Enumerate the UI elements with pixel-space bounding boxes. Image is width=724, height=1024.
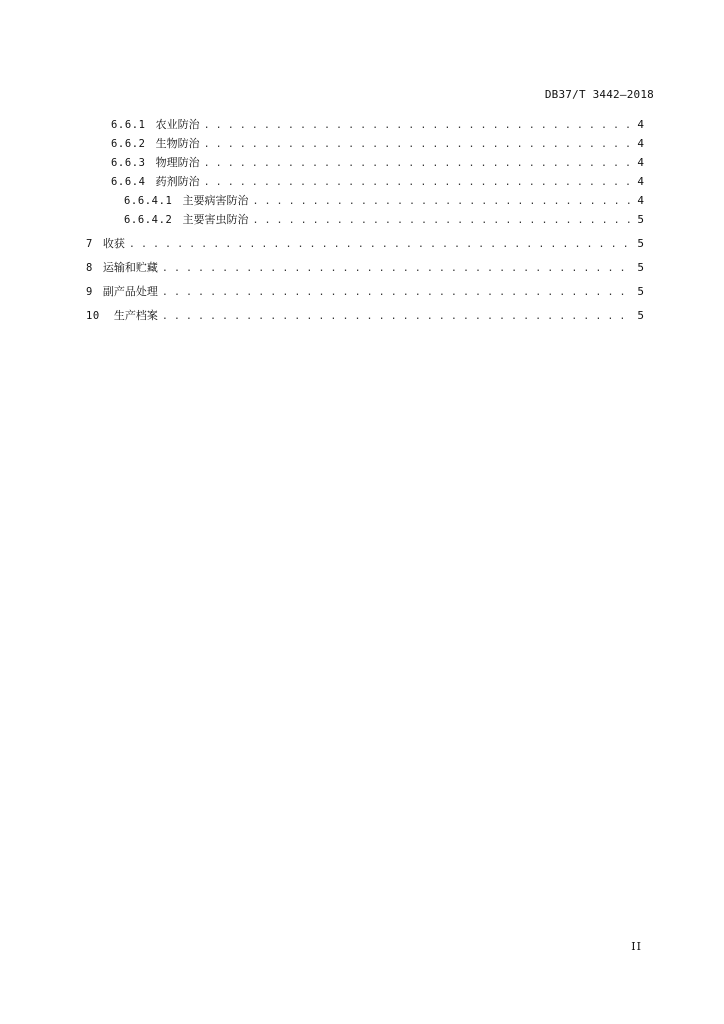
toc-entry[interactable] bbox=[86, 259, 644, 277]
toc-entry-number: 6.6.3 bbox=[111, 157, 146, 169]
toc-entry-title: 收获 bbox=[102, 237, 125, 250]
toc-leader-dots bbox=[252, 215, 630, 226]
toc-entry-title: 生物防治 bbox=[155, 137, 200, 150]
toc-entry-number: 6.6.1 bbox=[111, 119, 146, 131]
toc-entry-title: 主要病害防治 bbox=[182, 194, 249, 207]
toc-entry-page: 5 bbox=[637, 237, 644, 250]
toc-leader-dots bbox=[204, 177, 630, 188]
toc-entry-title: 运输和贮藏 bbox=[102, 261, 158, 274]
toc-entry[interactable] bbox=[124, 211, 644, 229]
page-number: II bbox=[631, 940, 642, 953]
toc-entry-number: 6.6.4.2 bbox=[124, 214, 173, 226]
document-code: DB37/T 3442—2018 bbox=[544, 88, 654, 101]
toc-leader-dots bbox=[252, 196, 630, 207]
toc-entry-page: 5 bbox=[637, 309, 644, 322]
toc-entry-title: 主要害虫防治 bbox=[182, 213, 249, 226]
toc-entry[interactable] bbox=[111, 173, 644, 191]
toc-entry-page: 4 bbox=[637, 175, 644, 188]
toc-entry-title: 副产品处理 bbox=[102, 285, 158, 298]
toc-entry[interactable] bbox=[111, 135, 644, 153]
toc-leader-dots bbox=[129, 239, 630, 250]
toc-entry[interactable] bbox=[124, 192, 644, 210]
toc-leader-dots bbox=[162, 263, 630, 274]
toc-entry-title: 药剂防治 bbox=[155, 175, 200, 188]
toc-leader-dots bbox=[162, 287, 630, 298]
toc-entry-page: 4 bbox=[637, 118, 644, 131]
toc-leader-dots bbox=[204, 139, 630, 150]
toc-entry-number: 10 bbox=[86, 310, 100, 322]
toc-entry-page: 5 bbox=[637, 213, 644, 226]
toc-leader-dots bbox=[204, 120, 630, 131]
toc-entry-title: 物理防治 bbox=[155, 156, 200, 169]
toc-entry-page: 4 bbox=[637, 194, 644, 207]
toc-entry[interactable] bbox=[86, 283, 644, 301]
toc-entry-page: 5 bbox=[637, 261, 644, 274]
toc-entry-number: 9 bbox=[86, 286, 93, 298]
toc-entry-number: 6.6.4.1 bbox=[124, 195, 173, 207]
toc-entry-number: 6.6.2 bbox=[111, 138, 146, 150]
toc-entry-page: 4 bbox=[637, 156, 644, 169]
toc-entry-title: 农业防治 bbox=[155, 118, 200, 131]
toc-entry-number: 7 bbox=[86, 238, 93, 250]
toc-entry[interactable] bbox=[111, 154, 644, 172]
toc-entry-number: 6.6.4 bbox=[111, 176, 146, 188]
toc-entry-page: 4 bbox=[637, 137, 644, 150]
toc-entry[interactable] bbox=[86, 307, 644, 325]
toc-entry-title: 生产档案 bbox=[113, 309, 158, 322]
toc-leader-dots bbox=[204, 158, 630, 169]
toc-entry-page: 5 bbox=[637, 285, 644, 298]
toc-entry[interactable] bbox=[111, 116, 644, 134]
toc-entry-number: 8 bbox=[86, 262, 93, 274]
toc-leader-dots bbox=[162, 311, 630, 322]
toc-entry[interactable] bbox=[86, 235, 644, 253]
